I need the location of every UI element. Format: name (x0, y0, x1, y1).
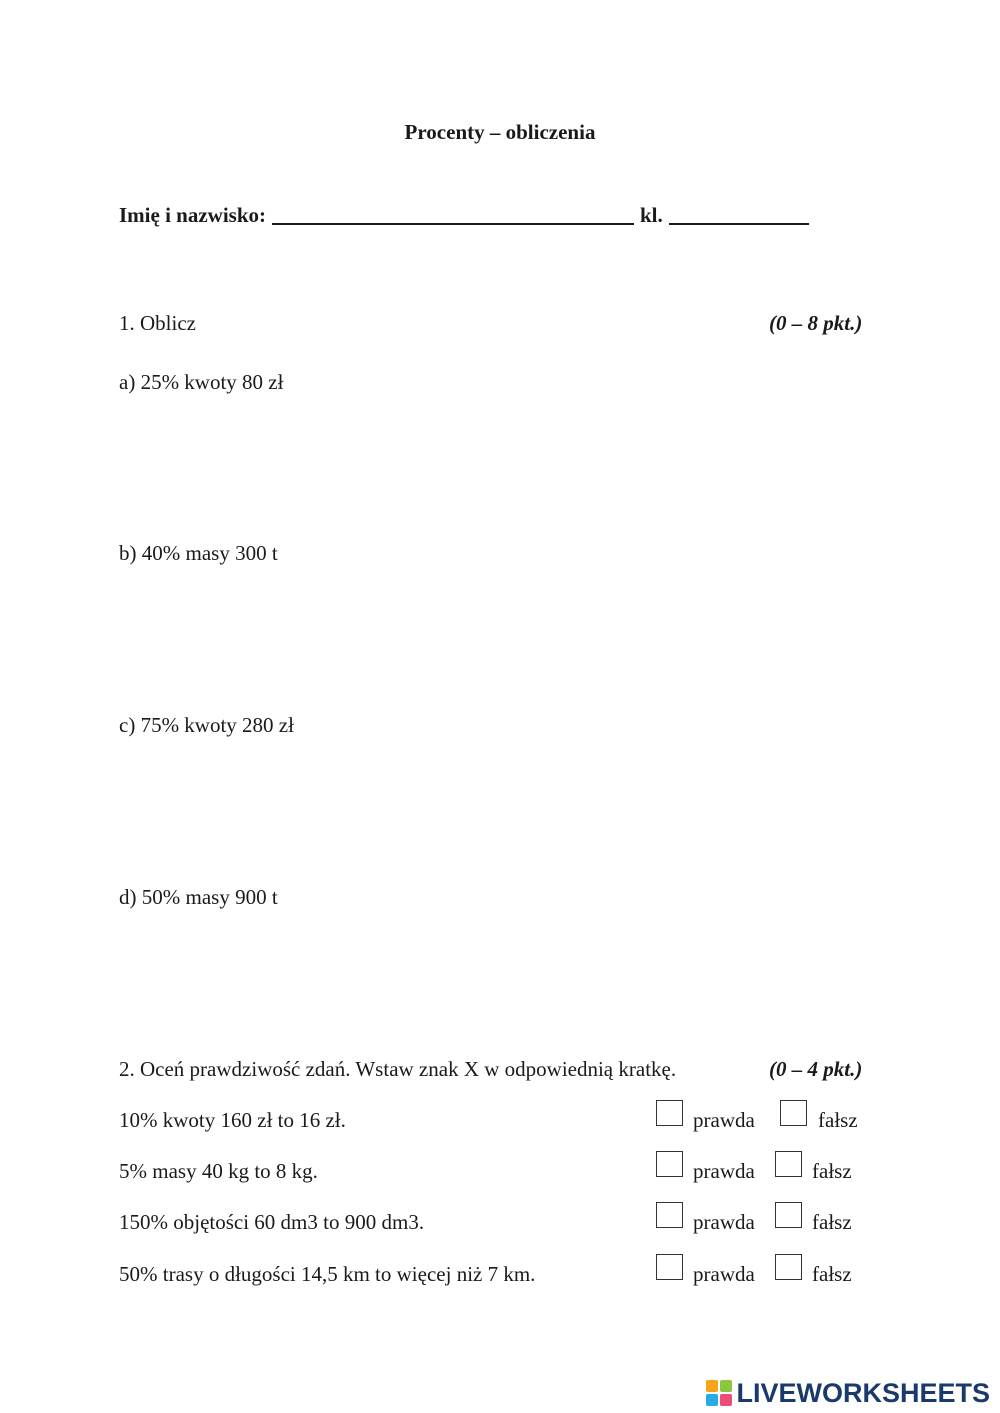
false-label-2: fałsz (812, 1159, 852, 1183)
false-label-1: fałsz (818, 1108, 858, 1132)
class-label: kl. (640, 203, 663, 227)
task2-statement-1: 10% kwoty 160 zł to 16 zł. (119, 1108, 346, 1132)
false-label-4: fałsz (812, 1262, 852, 1286)
false-checkbox-2[interactable] (775, 1151, 802, 1177)
task1-item-b: b) 40% masy 300 t (119, 541, 278, 565)
true-checkbox-4[interactable] (656, 1254, 683, 1280)
task1-heading: 1. Oblicz (119, 311, 196, 335)
task1-item-a: a) 25% kwoty 80 zł (119, 370, 284, 394)
false-checkbox-4[interactable] (775, 1254, 802, 1280)
false-checkbox-3[interactable] (775, 1202, 802, 1228)
class-input-line[interactable] (669, 203, 809, 225)
false-label-3: fałsz (812, 1210, 852, 1234)
true-checkbox-1[interactable] (656, 1100, 683, 1126)
task2-heading: 2. Oceń prawdziwość zdań. Wstaw znak X w odpowiednią kratkę. (119, 1057, 677, 1081)
true-checkbox-2[interactable] (656, 1151, 683, 1177)
logo-squares-icon (706, 1380, 732, 1406)
false-checkbox-1[interactable] (780, 1100, 807, 1126)
task2-points: (0 – 4 pkt.) (769, 1057, 863, 1081)
name-label: Imię i nazwisko: (119, 203, 266, 227)
true-checkbox-3[interactable] (656, 1202, 683, 1228)
liveworksheets-logo (706, 1376, 990, 1410)
task1-points: (0 – 8 pkt.) (769, 311, 863, 335)
task2-statement-2: 5% masy 40 kg to 8 kg. (119, 1159, 318, 1183)
true-label-2: prawda (693, 1159, 755, 1183)
task2-statement-3: 150% objętości 60 dm3 to 900 dm3. (119, 1210, 425, 1234)
task1-item-d: d) 50% masy 900 t (119, 885, 278, 909)
student-info-row (119, 200, 809, 228)
true-label-4: prawda (693, 1262, 755, 1286)
page-title: Procenty – obliczenia (404, 120, 596, 144)
task2-statement-4: 50% trasy o długości 14,5 km to więcej niż 7 km. (119, 1262, 536, 1286)
true-label-1: prawda (693, 1108, 755, 1132)
logo-text: LIVEWORKSHEETS (736, 1377, 990, 1408)
task1-item-c: c) 75% kwoty 280 zł (119, 713, 294, 737)
name-input-line[interactable] (272, 203, 634, 225)
true-label-3: prawda (693, 1210, 755, 1234)
